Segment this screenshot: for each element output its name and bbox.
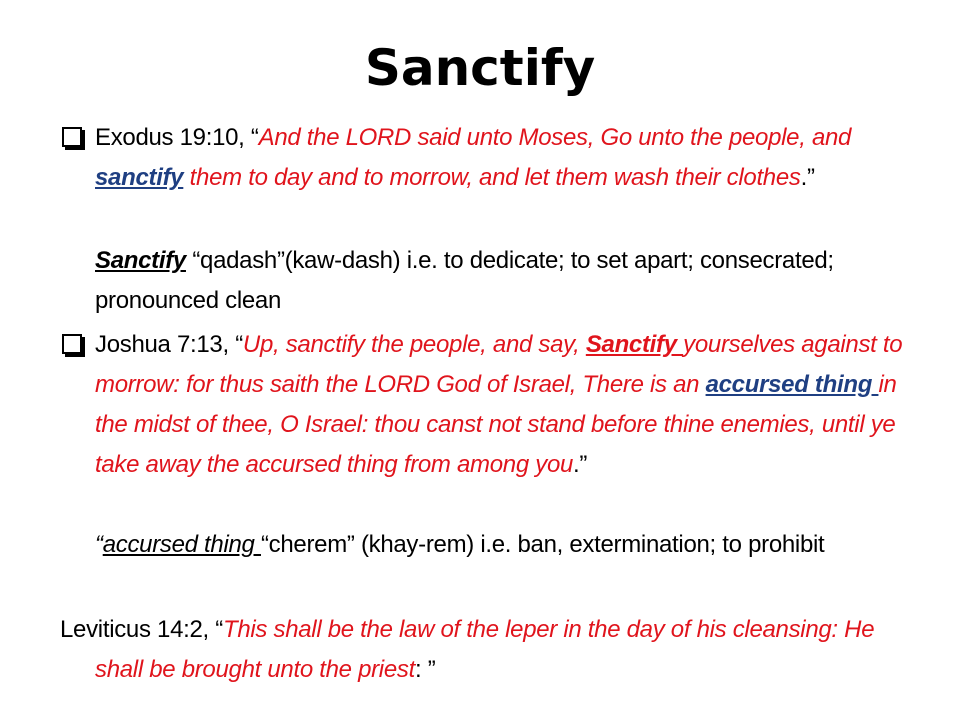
sanctify-definition [95,241,855,321]
leviticus-verse [60,610,890,690]
joshua-verse [95,325,915,485]
verse-reference: Joshua 7:13, “ [95,331,243,358]
definition-text: “cherem” (khay-rem) i.e. ban, extermination; to prohibit [260,531,825,558]
verse-quote: Up, sanctify the people, and say, [242,331,586,358]
exodus-verse [95,118,915,198]
verse-reference: Exodus 19:10, “ [95,124,259,151]
keyword-accursed-thing: accursed thing [705,371,879,398]
verse-quote: And the LORD said unto Moses, Go unto the people, and [258,124,852,151]
verse-quote: yourselves against to morrow: for thus saith the LORD God of Israel, There is an [95,331,903,398]
accursed-definition [86,525,846,565]
verse-quote: them to day and to morrow, and let them wash their clothes [183,164,801,191]
checkbox-bullet-icon [62,127,82,147]
definition-term: accursed thing [102,531,261,558]
verse-end: .” [800,164,815,191]
definition-open-quote: “ [95,531,103,558]
slide-title: Sanctify [364,39,596,97]
verse-reference: Leviticus 14:2, “ [60,616,223,643]
verse-quote: This shall be the law of the leper in the day of his cleansing: He shall be brought unto the priest [95,616,875,683]
definition-term: Sanctify [95,247,186,274]
keyword-sanctify: sanctify [95,164,184,191]
verse-quote: in the midst of thee, O Israel: thou canst not stand before thine enemies, until ye take away the accursed thing from among you [95,371,897,478]
definition-text: “qadash”(kaw-dash) i.e. to dedicate; to set apart; consecrated; pronounced clean [95,247,834,314]
verse-end: : ” [414,656,436,683]
verse-end: .” [573,451,588,478]
checkbox-bullet-icon [62,334,82,354]
keyword-sanctify: Sanctify [585,331,684,358]
